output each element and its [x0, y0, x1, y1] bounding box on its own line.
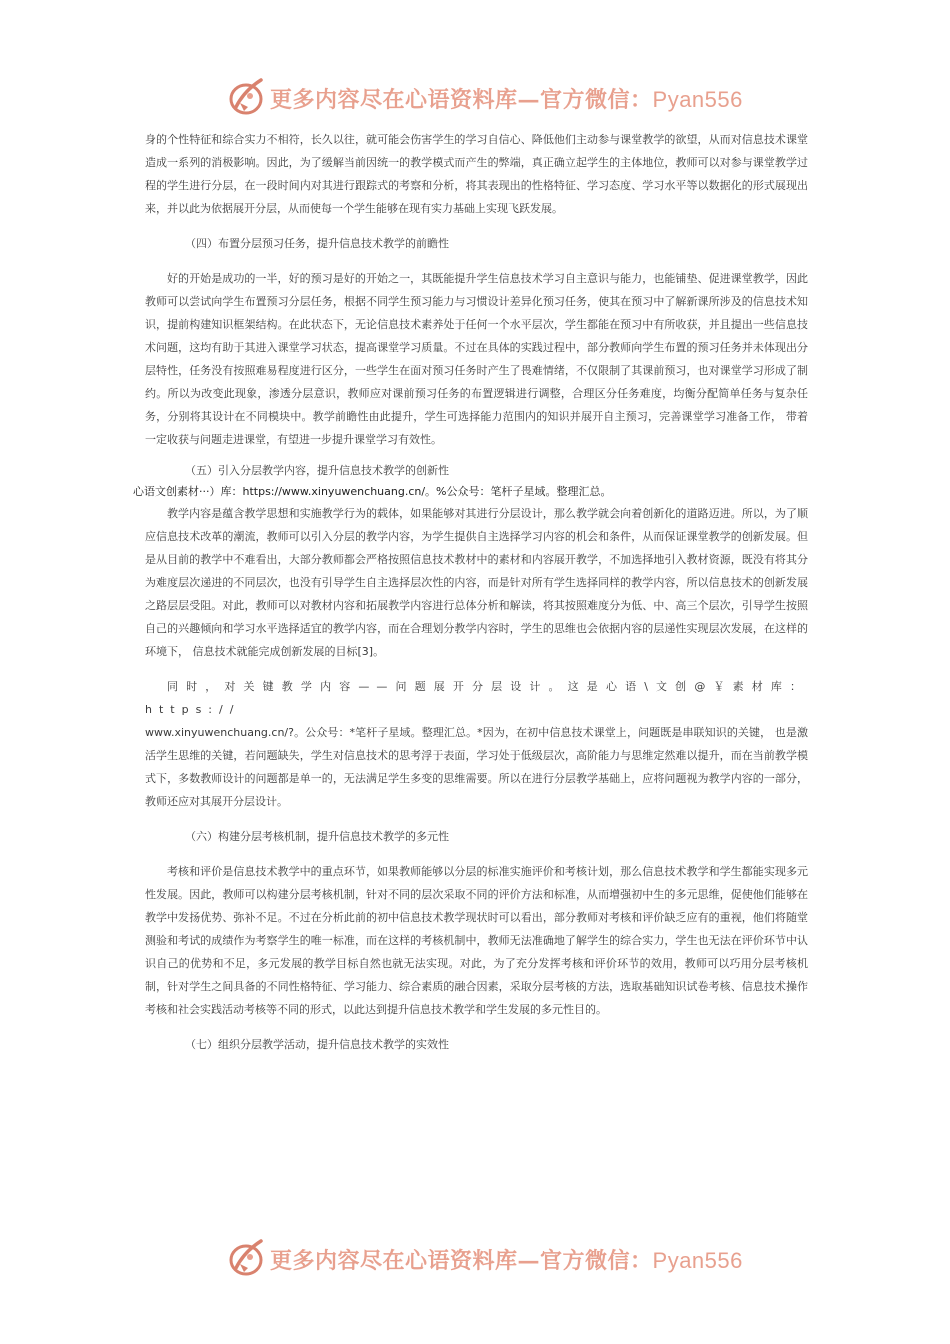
brand-logo-icon	[228, 1238, 266, 1278]
paragraph-preview-tasks: 好的开始是成功的一半，好的预习是好的开始之一，其既能提升学生信息技术学习自主意识与能力，也能铺垫、促进课堂教学，因此教师可以尝试向学生布置预习分层任务，根据不同学生预习能力与习惯设计差异化预习任务，使其在预习中了解新课所涉及的信息技术知识，提前构建知识框架结构。在此状态下，无论信息技术素养处于任何一个水平层次，学生都能在预习中有所收获，并且提出一些信息技术问题，这均有助于其进入课堂学习状态，提高课堂学习质量。不过在具体的实践过程中，部分教师向学生布置的预习任务并未体现出分层特性，任务没有按照难易程度进行区分，一些学生在面对预习任务时产生了畏难情绪，不仅限制了其课前预习，也对课堂学习形成了制约。所以为改变此现象，渗透分层意识，教师应对课前预习任务的布置逻辑进行调整，合理区分任务难度，均衡分配简单任务与复杂任务，分别将其设计在不同模块中。教学前瞻性由此提升，学生可选择能力范围内的知识并展开自主预习，完善课堂学习准备工作， 带着一定收获与问题走进课堂，有望进一步提升课堂学习有效性。	[145, 272, 808, 446]
section-heading-7: （七）组织分层教学活动，提升信息技术教学的实效性	[185, 1038, 449, 1051]
banner-wechat-id: Pyan556	[652, 87, 743, 112]
section-heading-4: （四）布置分层预习任务，提升信息技术教学的前瞻性	[185, 237, 449, 250]
banner-wechat-id: Pyan556	[652, 1248, 743, 1273]
paragraph-intro-continued: 身的个性特征和综合实力不相符，长久以往，就可能会伤害学生的学习自信心、降低他们主动参与课堂教学的欲望，从而对信息技术课堂造成一系列的消极影响。因此，为了缓解当前因统一的教学模式而产生的弊端，真正确立起学生的主体地位，教师可以对参与课堂教学过程的学生进行分层，在一段时间内对其进行跟踪式的考察和分析，将其表现出的性格特征、学习态度、学习水平等以数据化的形式展现出来，并以此为依据展开分层，从而使每一个学生能够在现有实力基础上实现飞跃发展。	[145, 133, 808, 215]
brand-logo-icon	[228, 77, 266, 117]
header-banner	[0, 73, 950, 123]
section-heading-5: （五）引入分层教学内容，提升信息技术教学的创新性	[185, 464, 449, 477]
banner-slogan: 更多内容尽在心语资料库—官方微信：	[270, 87, 653, 113]
banner-slogan: 更多内容尽在心语资料库—官方微信：	[270, 1248, 653, 1274]
footer-banner-text	[270, 1244, 743, 1275]
paragraph-assessment: 考核和评价是信息技术教学中的重点环节，如果教师能够以分层的标准实施评价和考核计划，那么信息技术教学和学生都能实现多元性发展。因此，教师可以构建分层考核机制，针对不同的层次采取不同的评价方法和标准，从而增强初中生的多元思维，促使他们能够在教学中发扬优势、弥补不足。不过在分析此前的初中信息技术教学现状时可以看出，部分教师对考核和评价缺乏应有的重视，他们将随堂测验和考试的成绩作为考察学生的唯一标准，而在这样的考核机制中，教师无法准确地了解学生的综合实力，学生也无法在评价环节中认识自己的优势和不足，多元发展的教学目标自然也就无法实现。对此，为了充分发挥考核和评价环节的效用，教师可以巧用分层考核机制，针对学生之间具备的不同性格特征、学习能力、综合素质的融合因素，采取分层考核的方法，选取基础知识试卷考核、信息技术操作考核和社会实践活动考核等不同的形式，以此达到提升信息技术教学和学生发展的多元性目的。	[145, 865, 808, 1016]
paragraph-question-design-lead: 同时，对关键教学内容——问题展开分层设计。这是心语\文创@￥素材库：https://	[145, 680, 808, 716]
document-body	[133, 128, 808, 1056]
header-banner-text	[270, 83, 743, 114]
watermark-inline-text: 心语文创素材···）库：https://www.xinyuwenchuang.cn/。%公众号：笔杆子星域。整理汇总。	[133, 485, 612, 498]
footer-banner	[0, 1234, 950, 1284]
section-heading-6: （六）构建分层考核机制，提升信息技术教学的多元性	[185, 830, 449, 843]
paragraph-question-design: www.xinyuwenchuang.cn/?。公众号：*笔杆子星域。整理汇总。*因为，在初中信息技术课堂上，问题既是串联知识的关键， 也是激活学生思维的关键，若问题缺失，学生对信息技术的思考浮于表面，学习处于低级层次，高阶能力与思维定然难以提升，而在当前教学模式下，多数教师设计的问题都是单一的，无法满足学生多变的思维需要。所以在进行分层教学基础上，应将问题视为教学内容的一部分，教师还应对其展开分层设计。	[145, 726, 808, 808]
paragraph-layered-content: 教学内容是蕴含教学思想和实施教学行为的载体，如果能够对其进行分层设计，那么教学就会向着创新化的道路迈进。所以，为了顺应信息技术改革的潮流，教师可以引入分层的教学内容，为学生提供自主选择学习内容的机会和条件，从而保证课堂教学的创新发展。但是从目前的教学中不难看出，大部分教师都会严格按照信息技术教材中的素材和内容展开教学，不加选择地引入教材资源，既没有将其分为难度层次递进的不同层次，也没有引导学生自主选择层次性的内容，而是针对所有学生选择同样的教学内容，所以信息技术的创新发展之路层层受阻。对此，教师可以对教材内容和拓展教学内容进行总体分析和解读，将其按照难度分为低、中、高三个层次，引导学生按照自己的兴趣倾向和学习水平选择适宜的教学内容，而在合理划分教学内容时，学生的思维也会依据内容的层递性实现层次发展，在这样的环境下， 信息技术就能完成创新发展的目标[3]。	[145, 507, 808, 658]
